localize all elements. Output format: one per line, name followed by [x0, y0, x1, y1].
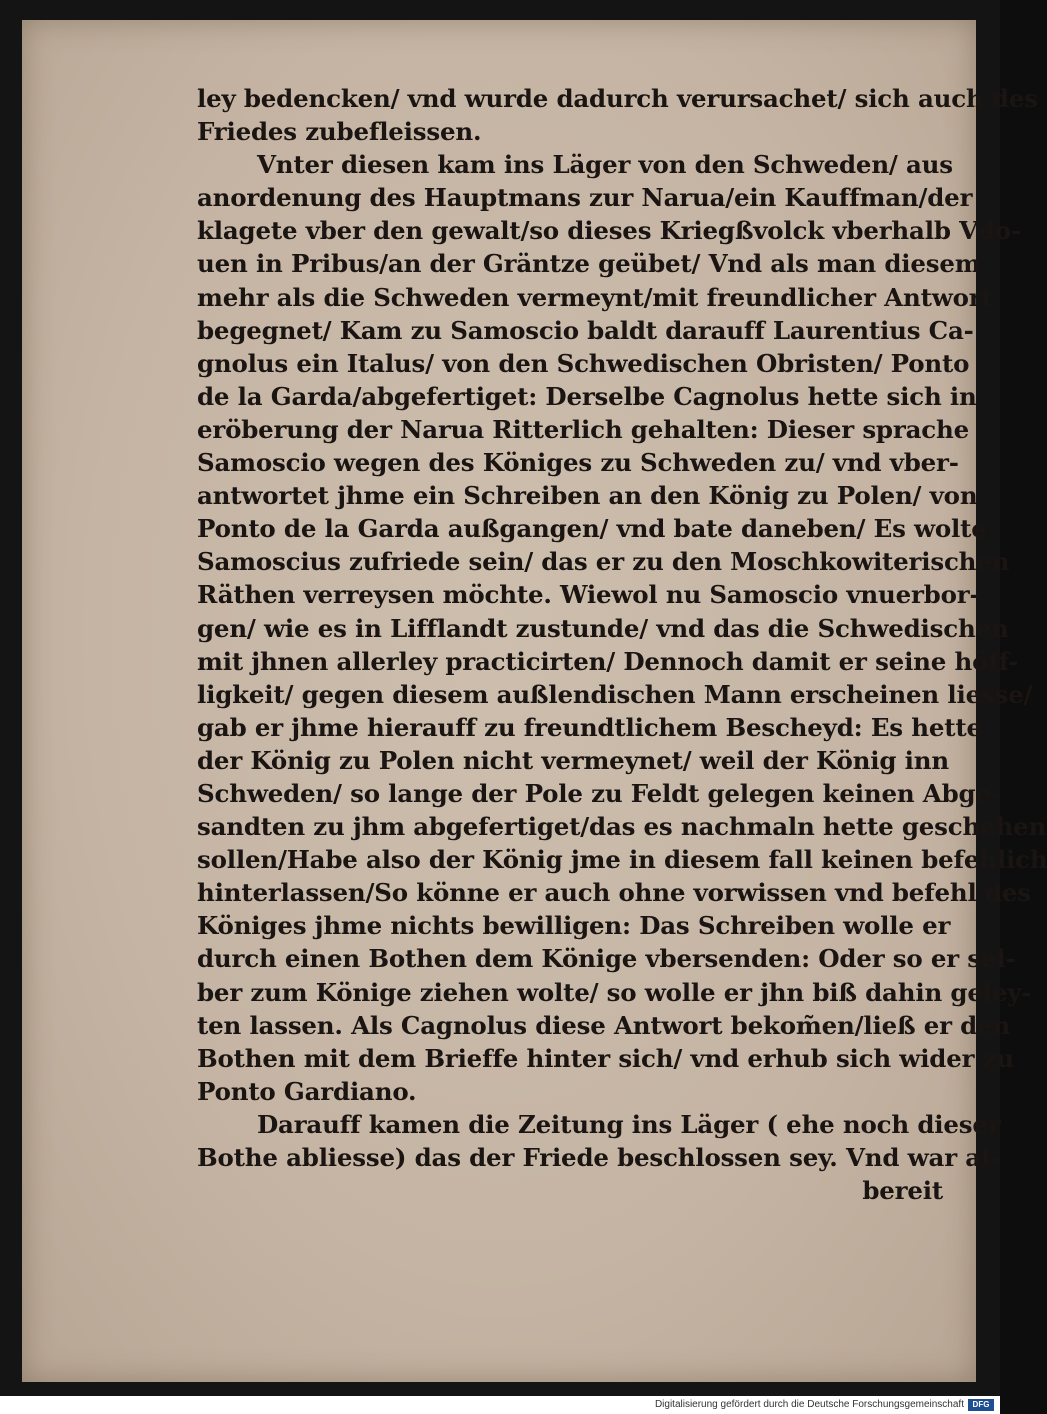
text-line: Bothe abliesse) das der Friede beschlossen sey. Vnd war al- [197, 1143, 1001, 1172]
text-line: der König zu Polen nicht vermeynet/ weil der König inn [197, 745, 949, 775]
text-line: gnolus ein Italus/ von den Schwedischen Obristen/ Ponto [197, 348, 970, 378]
text-line: antwortet jhme ein Schreiben an den König zu Polen/ von [197, 481, 978, 511]
text-line: begegnet/ Kam zu Samoscio baldt darauff Laurentius Ca- [197, 315, 974, 345]
text-line: klagete vber den gewalt/so dieses Kriegßvolck vberhalb Vdo- [197, 216, 1021, 246]
text-line: Räthen verreysen möchte. Wiewol nu Samoscio vnuerbor- [197, 580, 980, 610]
text-line: ten lassen. Als Cagnolus diese Antwort bekom̃en/ließ er den [197, 1010, 1011, 1040]
text-line: gab er jhme hierauff zu freundtlichem Bescheyd: Es hette [197, 712, 982, 742]
text-line: Vnter diesen kam ins Läger von den Schweden/ aus [257, 150, 953, 180]
text-line: Königes jhme nichts bewilligen: Das Schreiben wolle er [197, 911, 951, 941]
text-line: Ponto Gardiano. [197, 1076, 417, 1106]
text-line: ley bedencken/ vnd wurde dadurch verursachet/ sich auch des [197, 84, 1038, 113]
text-line: ligkeit/ gegen diesem außlendischen Mann erscheinen liesse/ [197, 679, 1033, 709]
text-line: Ponto de la Garda außgangen/ vnd bate daneben/ Es wolte [197, 514, 987, 544]
funding-credit: Digitalisierung gefördert durch die Deutsche Forschungsgemeinschaft [654, 1399, 964, 1410]
text-line: hinterlassen/So könne er auch ohne vorwissen vnd befehl des [197, 878, 1031, 908]
text-line: Samoscio wegen des Königes zu Schweden zu/ vnd vber- [197, 448, 959, 478]
text-line: Darauff kamen die Zeitung ins Läger ( ehe noch dieser [257, 1109, 1001, 1139]
footer-bar [0, 1396, 1000, 1414]
text-line: durch einen Bothen dem Könige vbersenden: Oder so er sel- [197, 944, 1016, 974]
text-line: mehr als die Schweden vermeynt/mit freundlicher Antwort [197, 282, 993, 312]
text-line: mit jhnen allerley practicirten/ Dennoch damit er seine höff- [197, 646, 1019, 676]
text-line: sollen/Habe also der König jme in diesem fall keinen befehlich [197, 845, 1047, 875]
text-line: Bothen mit dem Brieffe hinter sich/ vnd erhub sich wider zu [197, 1043, 1014, 1073]
text-line: uen in Pribus/an der Gräntze geübet/ Vnd als man diesem [197, 249, 981, 279]
text-line: ber zum Könige ziehen wolte/ so wolle er jhn biß dahin geley- [197, 977, 1032, 1007]
text-line: de la Garda/abgefertiget: Derselbe Cagnolus hette sich in [197, 381, 977, 411]
dfg-logo: DFG [968, 1399, 994, 1411]
catchword: bereit [862, 1176, 943, 1206]
text-line: gen/ wie es in Lifflandt zustunde/ vnd das die Schwedischen [197, 613, 1009, 643]
text-line: sandten zu jhm abgefertiget/das es nachmaln hette geschehen [197, 812, 1047, 842]
book-page [22, 20, 1047, 1382]
text-line: eröberung der Narua Ritterlich gehalten: Dieser sprache [197, 414, 969, 444]
text-line: Samoscius zufriede sein/ das er zu den Moschkowiterischen [197, 547, 1010, 577]
page-text [197, 82, 1047, 1207]
text-line: anordenung des Hauptmans zur Narua/ein Kauffman/der [197, 183, 973, 213]
text-line: Schweden/ so lange der Pole zu Feldt gelegen keinen Abge- [197, 778, 1001, 808]
text-line: Friedes zubefleissen. [197, 117, 482, 147]
